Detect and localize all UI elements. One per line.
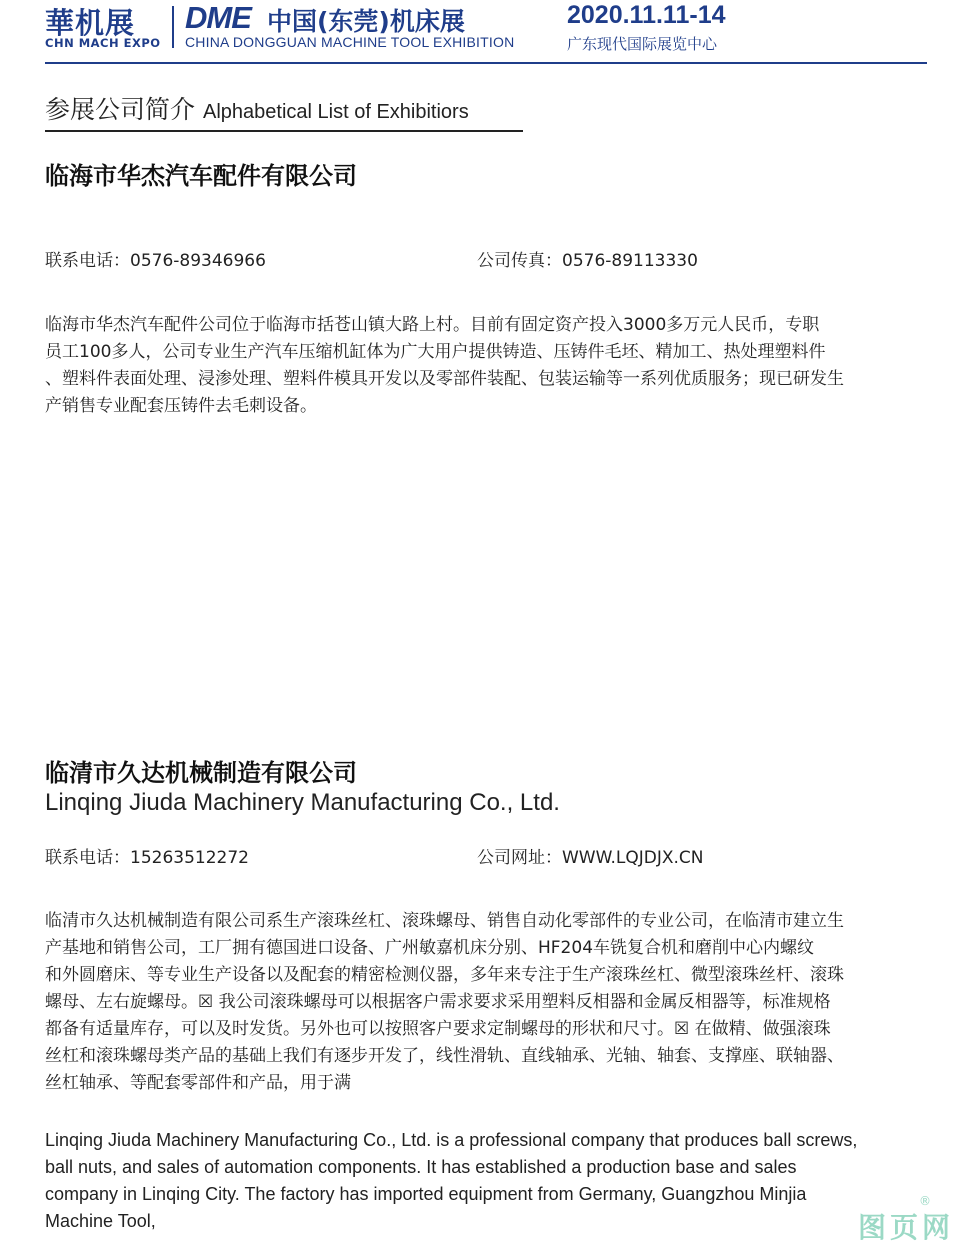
section-title-en: Alphabetical List of Exhibitiors bbox=[203, 101, 469, 123]
company-1-name: 临海市华杰汽车配件有限公司 bbox=[45, 162, 357, 190]
exhibition-venue: 广东现代国际展览中心 bbox=[567, 35, 718, 53]
expo-logo-cn: 華机展 bbox=[45, 6, 136, 40]
page-header bbox=[45, 0, 927, 64]
company-2-name-en: Linqing Jiuda Machinery Manufacturing Co., Ltd. bbox=[45, 789, 560, 816]
exhibition-title-en: CHINA DONGGUAN MACHINE TOOL EXHIBITION bbox=[185, 34, 515, 50]
company-2-website: 公司网址：WWW.LQJDJX.CN bbox=[477, 848, 704, 868]
company-1-phone: 联系电话：0576-89346966 bbox=[45, 251, 266, 271]
company-2-description-en: Linqing Jiuda Machinery Manufacturing Co., Ltd. is a professional company that produces ball screws, ball nuts, and sales of automation components. It has established a production base and sales company in Linqing City. The factory has imported equipment from Germany, Guangzhou Minjia Machine Tool, bbox=[45, 1130, 858, 1231]
header-divider bbox=[172, 6, 174, 48]
section-title-cn: 参展公司简介 bbox=[45, 95, 196, 124]
section-title bbox=[45, 90, 523, 132]
company-1-description: 临海市华杰汽车配件公司位于临海市括苍山镇大路上村。目前有固定资产投入3000多万元人民币，专职 员工100多人，公司专业生产汽车压缩机缸体为广大用户提供铸造、压铸件毛坯、精加工、热处理塑料件 、塑料件表面处理、浸渗处理、塑料件模具开发以及零部件装配、包装运输等一系列优质服务；现已研发生 产销售专业配套压铸件去毛刺设备。 bbox=[45, 315, 844, 416]
company-2-description-cn: 临清市久达机械制造有限公司系生产滚珠丝杠、滚珠螺母、销售自动化零部件的专业公司，在临清市建立生 产基地和销售公司，工厂拥有德国进口设备、广州敏嘉机床分别、HF204车铣复合机和磨削中心内螺纹 和外圆磨床、等专业生产设备以及配套的精密检测仪器，多年来专注于生产滚珠丝杠、微型滚珠丝杆、滚珠 螺母、左右旋螺母。☒ 我公司滚珠螺母可以根据客户需求要求采用塑料反相器和金属反相器等，标准规格 都备有适量库存，可以及时发货。另外也可以按照客户要求定制螺母的形状和尺寸。☒ 在做精、做强滚珠 丝杠和滚珠螺母类产品的基础上我们有逐步开发了，线性滑轨、直线轴承、光轴、轴套、支撑座、联轴器、 丝杠轴承、等配套零部件和产品，用于满 bbox=[45, 911, 844, 1093]
company-1-fax: 公司传真：0576-89113330 bbox=[477, 251, 698, 271]
watermark-registered-mark: ® bbox=[919, 1194, 931, 1208]
company-2-phone: 联系电话：15263512272 bbox=[45, 848, 249, 868]
exhibition-title-cn: 中国(东莞)机床展 bbox=[267, 7, 465, 36]
expo-logo-en: CHN MACH EXPO bbox=[45, 36, 161, 50]
dme-logo: DME bbox=[185, 0, 251, 35]
exhibition-dates: 2020.11.11-14 bbox=[567, 1, 726, 29]
company-2-name: 临清市久达机械制造有限公司 bbox=[45, 759, 357, 787]
watermark-logo: 图页网 bbox=[858, 1211, 955, 1244]
